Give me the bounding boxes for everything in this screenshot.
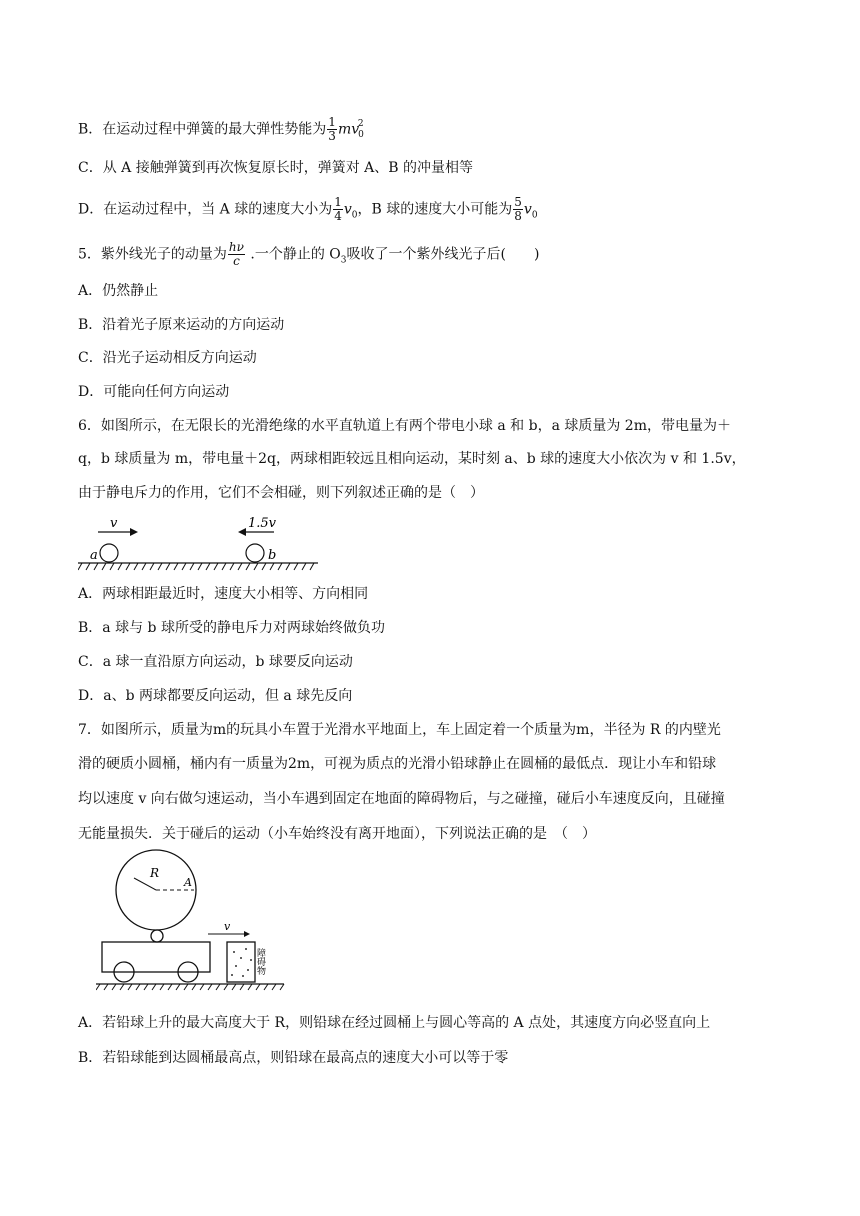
- label-a: a: [90, 548, 98, 563]
- q4-option-b: B．在运动过程中弹簧的最大弹性势能为 $\frac{1}{3}$ $mv_0^2$: [78, 115, 364, 144]
- fraction: $\frac{5}{8}$: [514, 195, 522, 223]
- q7-stem-line4: 无能量损失．关于碰后的运动（小车始终没有离开地面），下列说法正确的是 （ ）: [78, 826, 596, 842]
- q7-figure: [96, 848, 286, 993]
- q6-stem-line3: 由于静电斥力的作用，它们不会相碰，则下列叙述正确的是（ ）: [78, 485, 484, 501]
- q5-option-c: C．沿光子运动相反方向运动: [78, 350, 257, 366]
- label-obstacle: 障碍物: [255, 948, 265, 975]
- q6-stem-line1: 6．如图所示，在无限长的光滑绝缘的水平直轨道上有两个带电小球 a 和 b，a 球质量为 2m，带电量为＋: [78, 418, 731, 434]
- q6-option-b: B．a 球与 b 球所受的静电斥力对两球始终做负功: [78, 620, 385, 636]
- q5-option-b: B．沿着光子原来运动的方向运动: [78, 317, 285, 333]
- q5-option-a: A．仍然静止: [78, 283, 159, 299]
- label-A: A: [184, 876, 192, 889]
- fraction: $\frac{1}{3}$: [328, 115, 336, 144]
- ball-b: [246, 544, 264, 562]
- label-b: b: [268, 548, 277, 563]
- label-1-5v: 1.5v: [248, 516, 277, 531]
- q6-option-d: D．a、b 两球都要反向运动，但 a 球先反向: [78, 688, 353, 704]
- label-v: v: [110, 516, 118, 531]
- label-R: R: [150, 866, 160, 880]
- q6-stem-line2: q，b 球质量为 m，带电量＋2q，两球相距较远且相向运动，某时刻 a、b 球的速度大小依次为 v 和 1.5v，: [78, 451, 746, 467]
- q4-option-c: C．从 A 接触弹簧到再次恢复原长时，弹簧对 A、B 的冲量相等: [78, 160, 474, 176]
- toy-cart: [102, 942, 210, 972]
- q4-option-d: D．在运动过程中，当 A 球的速度大小为 $\frac{1}{4}$ $v_0$，B 球的速度大小可能为 $\frac{5}{8}$ $v_0$: [78, 195, 538, 223]
- q7-option-a: A．若铅球上升的最大高度大于 R，则铅球在经过圆桶上与圆心等高的 A 点处，其速度方向必竖直向上: [78, 1015, 711, 1031]
- ball-a: [100, 544, 118, 562]
- q6-option-c: C．a 球一直沿原方向运动，b 球要反向运动: [78, 654, 353, 670]
- lead-ball: [151, 930, 163, 942]
- obstacle-block: [227, 942, 255, 982]
- q6-figure: [78, 512, 322, 574]
- q7-stem-line3: 均以速度 v 向右做匀速运动，当小车遇到固定在地面的障碍物后，与之碰撞，碰后小车速度反向，且碰撞: [78, 791, 725, 807]
- q7-stem-line2: 滑的硬质小圆桶，桶内有一质量为2m，可视为质点的光滑小铅球静止在圆桶的最低点．现让小车和铅球: [78, 756, 717, 772]
- label-v: v: [224, 920, 231, 933]
- q5-option-d: D．可能向任何方向运动: [78, 384, 230, 400]
- q6-option-a: A．两球相距最近时，速度大小相等、方向相同: [78, 586, 369, 602]
- fraction: $\frac{h\nu}{c}$: [228, 240, 244, 268]
- q5-stem: 5．紫外线光子的动量为 $\frac{h\nu}{c}$ .一个静止的 $O_3$吸收了一个紫外线光子后( ): [78, 240, 540, 268]
- q7-stem-line1: 7．如图所示，质量为m的玩具小车置于光滑水平地面上，车上固定着一个质量为m，半径为 R 的内壁光: [78, 722, 721, 738]
- fraction: $\frac{1}{4}$: [334, 195, 342, 223]
- q7-option-b: B．若铅球能到达圆桶最高点，则铅球在最高点的速度大小可以等于零: [78, 1050, 509, 1066]
